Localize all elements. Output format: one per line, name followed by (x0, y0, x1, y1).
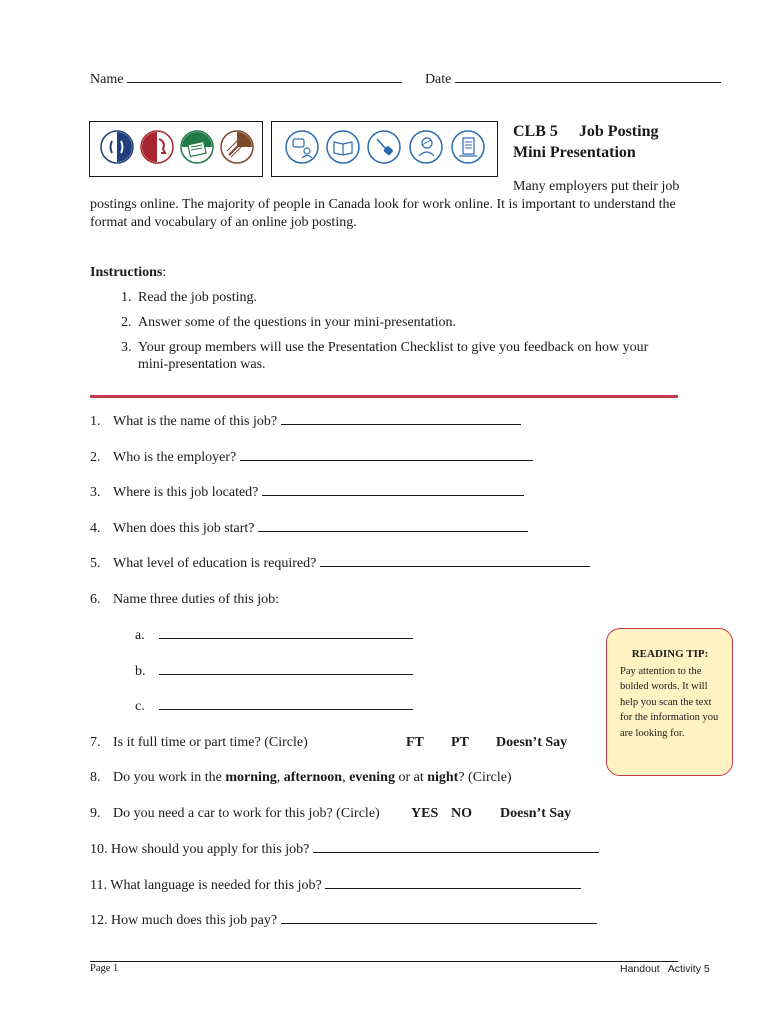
option-evening[interactable]: evening (349, 770, 395, 785)
question-6: 6. Name three duties of this job: (90, 592, 280, 607)
intro-text: Many employers put their job postings online. The majority of people in Canada look for work online. It is important to understand the format and vocabulary of an online job posting. (90, 179, 680, 230)
question-12: 12. How much does this job pay? (90, 911, 690, 930)
question-2: 2. Who is the employer? (90, 448, 690, 467)
getting-things-done-icon (366, 129, 402, 165)
option-night[interactable]: night (427, 770, 459, 785)
instructions-list (90, 289, 680, 373)
listening-icon (99, 129, 135, 165)
duty-a: a. (135, 626, 413, 644)
answer-field[interactable] (325, 876, 581, 889)
name-label: Name (90, 72, 124, 87)
instruction-item: 3. Your group members will use the Presentation Checklist to give you feedback on how your mini-presentation was. (135, 339, 680, 373)
option-doesnt-say[interactable]: Doesn’t Say (496, 735, 568, 750)
sharing-information-icon (408, 129, 444, 165)
answer-field[interactable] (258, 519, 528, 532)
instructions-heading: Instructions (90, 265, 163, 280)
answer-field[interactable] (159, 626, 413, 639)
answer-field[interactable] (159, 662, 413, 675)
date-field[interactable] (455, 70, 721, 83)
question-10: 10. How should you apply for this job? (90, 840, 690, 859)
title-topic: Job Posting (578, 123, 659, 140)
option-no[interactable]: NO (451, 806, 472, 821)
reading-tip-heading: READING TIP: (631, 648, 709, 660)
answer-field[interactable] (281, 911, 597, 924)
footer-page-number: Page 1 (90, 963, 119, 974)
footer-divider (90, 961, 678, 962)
reading-icon (179, 129, 215, 165)
instruction-item: 2. Answer some of the questions in your mini-presentation. (135, 314, 680, 331)
duty-b: b. (135, 662, 413, 680)
footer-handout-label: Handout Activity 5 (620, 963, 710, 975)
option-pt[interactable]: PT (451, 735, 469, 750)
question-4: 4. When does this job start? (90, 519, 690, 538)
reproducing-information-icon (450, 129, 486, 165)
duty-c: c. (135, 697, 413, 715)
answer-field[interactable] (159, 697, 413, 710)
reading-tip-callout (606, 628, 733, 776)
question-11: 11. What language is needed for this job? (90, 876, 690, 895)
competency-icons-box (271, 121, 498, 177)
option-ft[interactable]: FT (406, 735, 424, 750)
instruction-item: 1. Read the job posting. (135, 289, 680, 306)
answer-field[interactable] (281, 412, 521, 425)
question-7: 7. Is it full time or part time? (Circle) FT PT Doesn’t Say (90, 735, 568, 750)
reading-tip-body: Pay attention to the bolded words. It will help you scan the text for the information you are looking for. (620, 665, 719, 739)
section-divider (90, 395, 678, 398)
name-date-row (90, 70, 730, 90)
writing-icon (219, 129, 255, 165)
answer-field[interactable] (320, 554, 590, 567)
question-8: 8. Do you work in the morning, afternoon, evening or at night? (Circle) (90, 770, 512, 785)
intro-paragraph (90, 178, 680, 232)
answer-field[interactable] (313, 840, 599, 853)
question-5: 5. What level of education is required? (90, 554, 690, 573)
option-yes[interactable]: YES (411, 806, 439, 821)
instructions-section: Instructions: 1. Read the job posting. 2. Answer some of the questions in your mini-presentation. 3. Your group members will use the Presentation Checklist to give you feedback on how your mini-presentation was. (90, 265, 680, 381)
option-morning[interactable]: morning (225, 770, 277, 785)
name-field[interactable] (127, 70, 402, 83)
option-doesnt-say[interactable]: Doesn’t Say (500, 806, 572, 821)
page-title (513, 121, 658, 163)
answer-field[interactable] (262, 483, 524, 496)
answer-field[interactable] (240, 448, 533, 461)
question-1: 1. What is the name of this job? (90, 412, 690, 431)
interacting-with-others-icon (284, 129, 320, 165)
question-9: 9. Do you need a car to work for this job? (Circle) YES NO Doesn’t Say (90, 806, 572, 821)
date-label: Date (424, 72, 452, 87)
option-afternoon[interactable]: afternoon (283, 770, 343, 785)
comprehending-instructions-icon (325, 129, 361, 165)
speaking-icon (139, 129, 175, 165)
question-3: 3. Where is this job located? (90, 483, 690, 502)
skill-icons-box (89, 121, 263, 177)
clb-level: CLB 5 (513, 123, 558, 140)
title-subtitle: Mini Presentation (513, 144, 636, 161)
